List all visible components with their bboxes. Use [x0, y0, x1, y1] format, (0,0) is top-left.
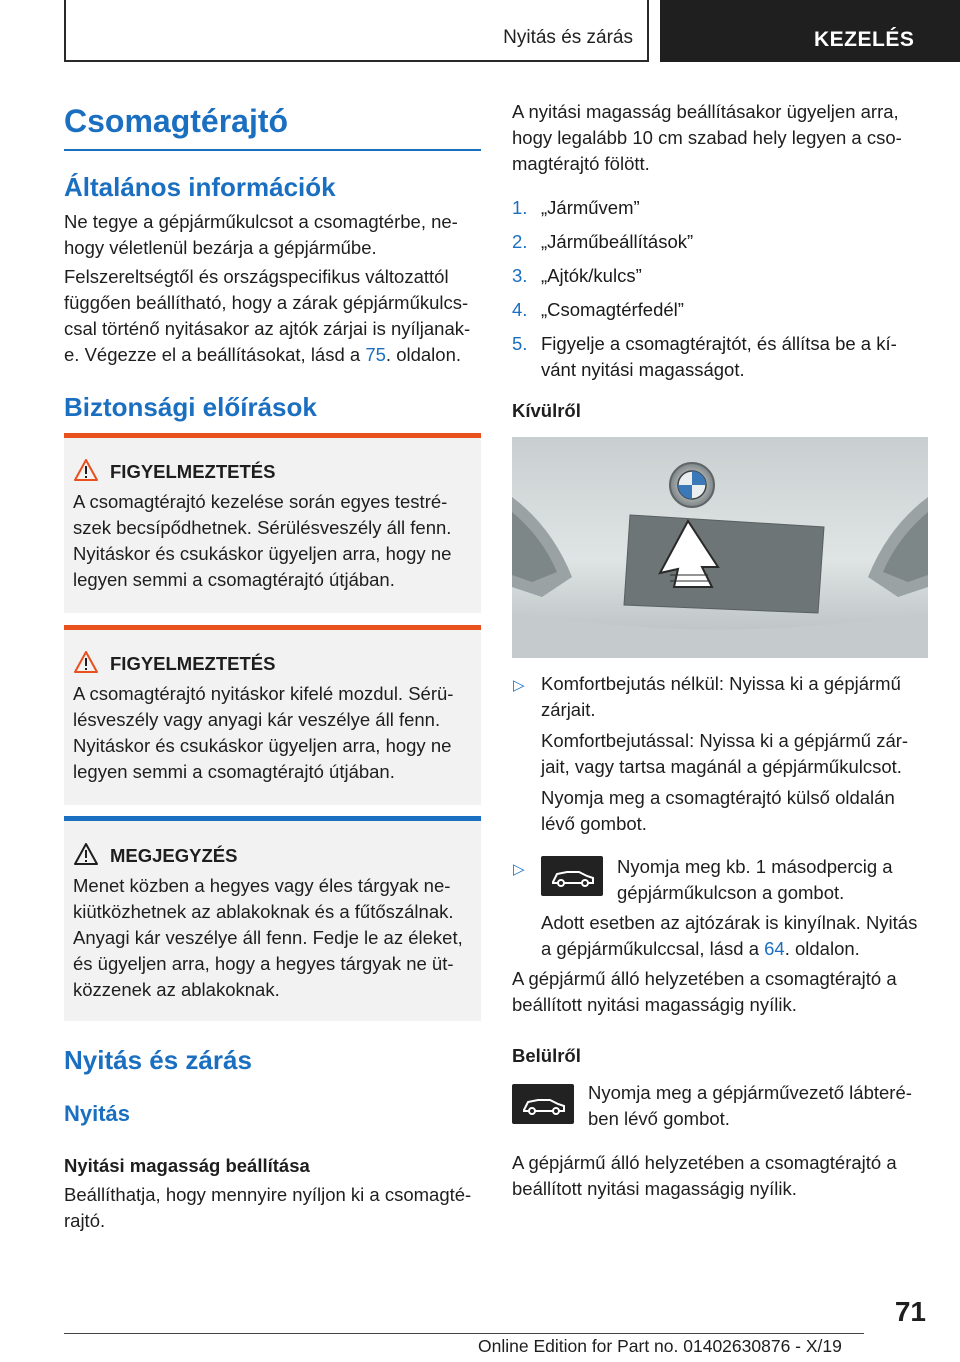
outside-step-b: Komfortbejutással: Nyissa ki a gépjármű zár-jait, vagy tartsa magánál a gépjárműkulcsot.	[541, 730, 909, 777]
note-body: Menet közben a hegyes vagy éles tárgyak ne-kiütközhetnek az ablakoknak és a fűtőszálnak. Anyagi kár veszélye áll fenn. Fedje le az éleket, és ügyeljen arra, hogy a hegyes tárgyak ne üt-közzenek az ablakoknak.	[73, 875, 463, 1000]
step-text: „Csomagtérfedél”	[541, 299, 684, 320]
warning-bar	[64, 625, 481, 630]
step-number: 2.	[512, 231, 528, 252]
car-trunk-icon	[541, 856, 603, 896]
general-paragraph-2	[64, 264, 482, 368]
warning-box-1	[64, 433, 481, 613]
note-title: MEGJEGYZÉS	[110, 845, 238, 866]
page-number: 71	[894, 1296, 926, 1327]
list-item	[512, 263, 932, 297]
footer-rule	[64, 1333, 864, 1334]
opening-height-paragraph: Beállíthatja, hogy mennyire nyíljon ki a csomagté-rajtó.	[64, 1184, 472, 1231]
inside-result: A gépjármű álló helyzetében a csomagtérajtó a beállított nyitási magasságig nyílik.	[512, 1152, 897, 1199]
step-number: 1.	[512, 197, 528, 218]
step-number: 4.	[512, 299, 528, 320]
general-paragraph-2-suffix: . oldalon.	[385, 344, 462, 365]
step-text: „Járműbeállítások”	[541, 231, 694, 252]
header-section-box	[64, 0, 649, 62]
general-heading: Általános információk	[64, 172, 336, 202]
steps-list	[512, 195, 932, 391]
warning-triangle-icon	[73, 842, 99, 866]
list-item	[512, 331, 932, 391]
header-chapter-title: KEZELÉS	[814, 28, 915, 51]
outside-step-a: Komfortbejutás nélkül: Nyissa ki a gépjármű zárjait.	[541, 673, 901, 720]
warning-title: FIGYELMEZTETÉS	[110, 653, 276, 674]
outside-key-note-text: Adott esetben az ajtózárak is kinyílnak. Nyitás a gépjárműkulccsal, lásd a	[541, 912, 918, 959]
driver-footwell-button-icon	[512, 1084, 574, 1124]
step-text: Figyelje a csomagtérajtót, és állítsa be a kí-vánt nyitási magasságot.	[541, 333, 897, 380]
outside-key-note	[541, 910, 931, 962]
inside-heading: Belülről	[512, 1045, 581, 1066]
warning-triangle-icon	[73, 650, 99, 674]
title-rule	[64, 149, 481, 151]
step-number: 5.	[512, 333, 528, 354]
list-item	[512, 195, 932, 229]
car-trunk-icon	[512, 1084, 574, 1124]
outside-key-note-suffix: . oldalon.	[784, 938, 860, 959]
page-link-64[interactable]: 64	[764, 938, 785, 959]
warning-body: A csomagtérajtó kezelése során egyes testré-szek becsípődhetnek. Sérülésveszély áll fenn. Nyitáskor és csukáskor ügyeljen arra, hogy ne legyen semmi a csomagtérajtó útjában.	[73, 491, 452, 590]
header-section-title: Nyitás és zárás	[503, 27, 633, 48]
header-chapter-box	[660, 0, 960, 62]
note-box	[64, 816, 481, 1021]
opening-subheading: Nyitás	[64, 1101, 131, 1126]
warning-triangle-icon	[73, 458, 99, 482]
step-text: „Járművem”	[541, 197, 640, 218]
footer-edition: Online Edition for Part no. 01402630876 - X/19	[478, 1336, 842, 1356]
warning-bar	[64, 433, 481, 438]
bullet-triangle-icon: ▷	[513, 861, 525, 878]
bullet-triangle-icon: ▷	[513, 677, 525, 694]
list-item	[512, 229, 932, 263]
outside-key-step: Nyomja meg kb. 1 másodpercig a gépjárműkulcson a gombot.	[617, 856, 893, 903]
trunk-key-button-icon	[541, 856, 603, 896]
trunk-button-illustration	[512, 437, 928, 658]
warning-title: FIGYELMEZTETÉS	[110, 461, 276, 482]
page-title: Csomagtérajtó	[64, 103, 289, 139]
step-text: „Ajtók/kulcs”	[541, 265, 642, 286]
height-intro: A nyitási magasság beállításakor ügyeljen arra, hogy legalább 10 cm szabad hely legyen a cso-magtérajtó fölött.	[512, 101, 902, 174]
inside-step: Nyomja meg a gépjárművezető lábteré-ben lévő gombot.	[588, 1082, 912, 1129]
step-number: 3.	[512, 265, 528, 286]
page-link-75[interactable]: 75	[365, 344, 386, 365]
outside-result: A gépjármű álló helyzetében a csomagtérajtó a beállított nyitási magasságig nyílik.	[512, 968, 897, 1015]
note-bar	[64, 816, 481, 821]
opening-heading: Nyitás és zárás	[64, 1045, 252, 1075]
warning-box-2	[64, 625, 481, 805]
general-paragraph-1: Ne tegye a gépjárműkulcsot a csomagtérbe, ne-hogy véletlenül bezárja a gépjárműbe.	[64, 211, 458, 258]
safety-heading: Biztonsági előírások	[64, 392, 317, 422]
outside-heading: Kívülről	[512, 400, 581, 421]
outside-step-c: Nyomja meg a csomagtérajtó külső oldalán lévő gombot.	[541, 787, 895, 834]
general-paragraph-2-text: Felszereltségtől és országspecifikus változattól függően beállítható, hogy a zárak gépjárműkulcs-csal történő nyitásakor az ajtók zárjai is nyíljanak-e. Végezze el a beállításokat, lásd a	[64, 266, 471, 365]
opening-height-heading: Nyitási magasság beállítása	[64, 1155, 310, 1176]
warning-body: A csomagtérajtó nyitáskor kifelé mozdul. Sérü-lésveszély vagy anyagi kár veszélye áll fenn. Nyitáskor és csukáskor ügyeljen arra, hogy ne legyen semmi a csomagtérajtó útjában.	[73, 683, 454, 782]
list-item	[512, 297, 932, 331]
